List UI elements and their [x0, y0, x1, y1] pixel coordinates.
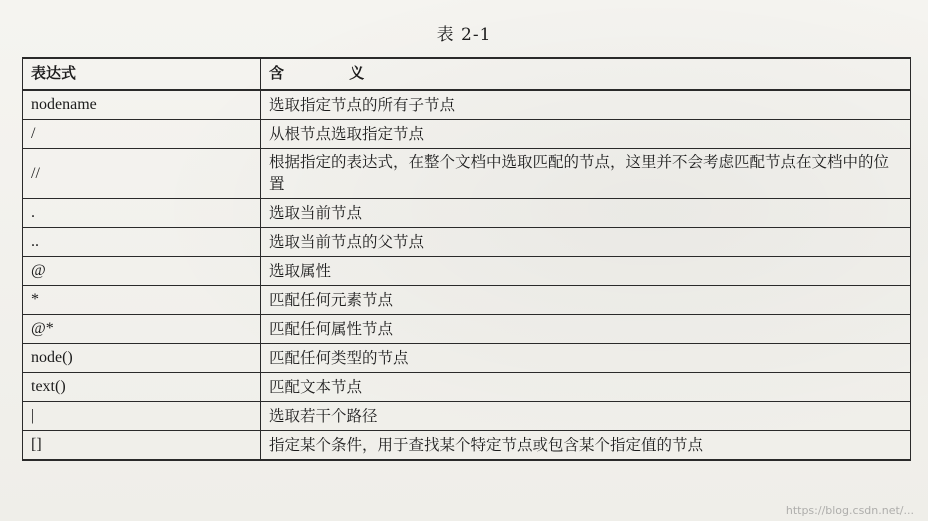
table-row: [23, 149, 911, 199]
table-row: [23, 430, 911, 460]
table-caption: 表 2-1: [436, 25, 492, 45]
expression-cell: ..: [23, 227, 261, 256]
meaning-cell: 指定某个条件，用于查找某个特定节点或包含某个指定值的节点: [261, 430, 911, 460]
table-row: [23, 401, 911, 430]
table-header-row: [23, 58, 911, 90]
expression-cell: //: [23, 149, 261, 199]
table-row: [23, 343, 911, 372]
meaning-cell: 选取当前节点的父节点: [261, 227, 911, 256]
meaning-cell: 从根节点选取指定节点: [261, 120, 911, 149]
expression-cell: nodename: [23, 90, 261, 120]
expression-cell: @: [23, 256, 261, 285]
header-meaning: 含 义: [261, 58, 911, 90]
table-row: [23, 90, 911, 120]
expression-cell: node(): [23, 343, 261, 372]
meaning-cell: 选取指定节点的所有子节点: [261, 90, 911, 120]
table-row: [23, 198, 911, 227]
header-expression: 表达式: [23, 58, 261, 90]
table-row: [23, 285, 911, 314]
meaning-cell: 根据指定的表达式，在整个文档中选取匹配的节点，这里并不会考虑匹配节点在文档中的位置: [261, 149, 911, 199]
expression-cell: @*: [23, 314, 261, 343]
watermark-text: https://blog.csdn.net/...: [785, 504, 914, 517]
expression-cell: *: [23, 285, 261, 314]
meaning-cell: 选取属性: [261, 256, 911, 285]
table-row: [23, 372, 911, 401]
expression-cell: []: [23, 430, 261, 460]
expression-cell: text(): [23, 372, 261, 401]
expression-cell: .: [23, 198, 261, 227]
table-row: [23, 256, 911, 285]
expression-cell: |: [23, 401, 261, 430]
table-row: [23, 314, 911, 343]
meaning-cell: 匹配任何类型的节点: [261, 343, 911, 372]
table-row: [23, 227, 911, 256]
meaning-cell: 匹配任何元素节点: [261, 285, 911, 314]
meaning-cell: 匹配文本节点: [261, 372, 911, 401]
table-row: [23, 120, 911, 149]
meaning-cell: 选取当前节点: [261, 198, 911, 227]
xpath-expression-table: [22, 57, 911, 461]
meaning-cell: 选取若干个路径: [261, 401, 911, 430]
meaning-cell: 匹配任何属性节点: [261, 314, 911, 343]
expression-cell: /: [23, 120, 261, 149]
